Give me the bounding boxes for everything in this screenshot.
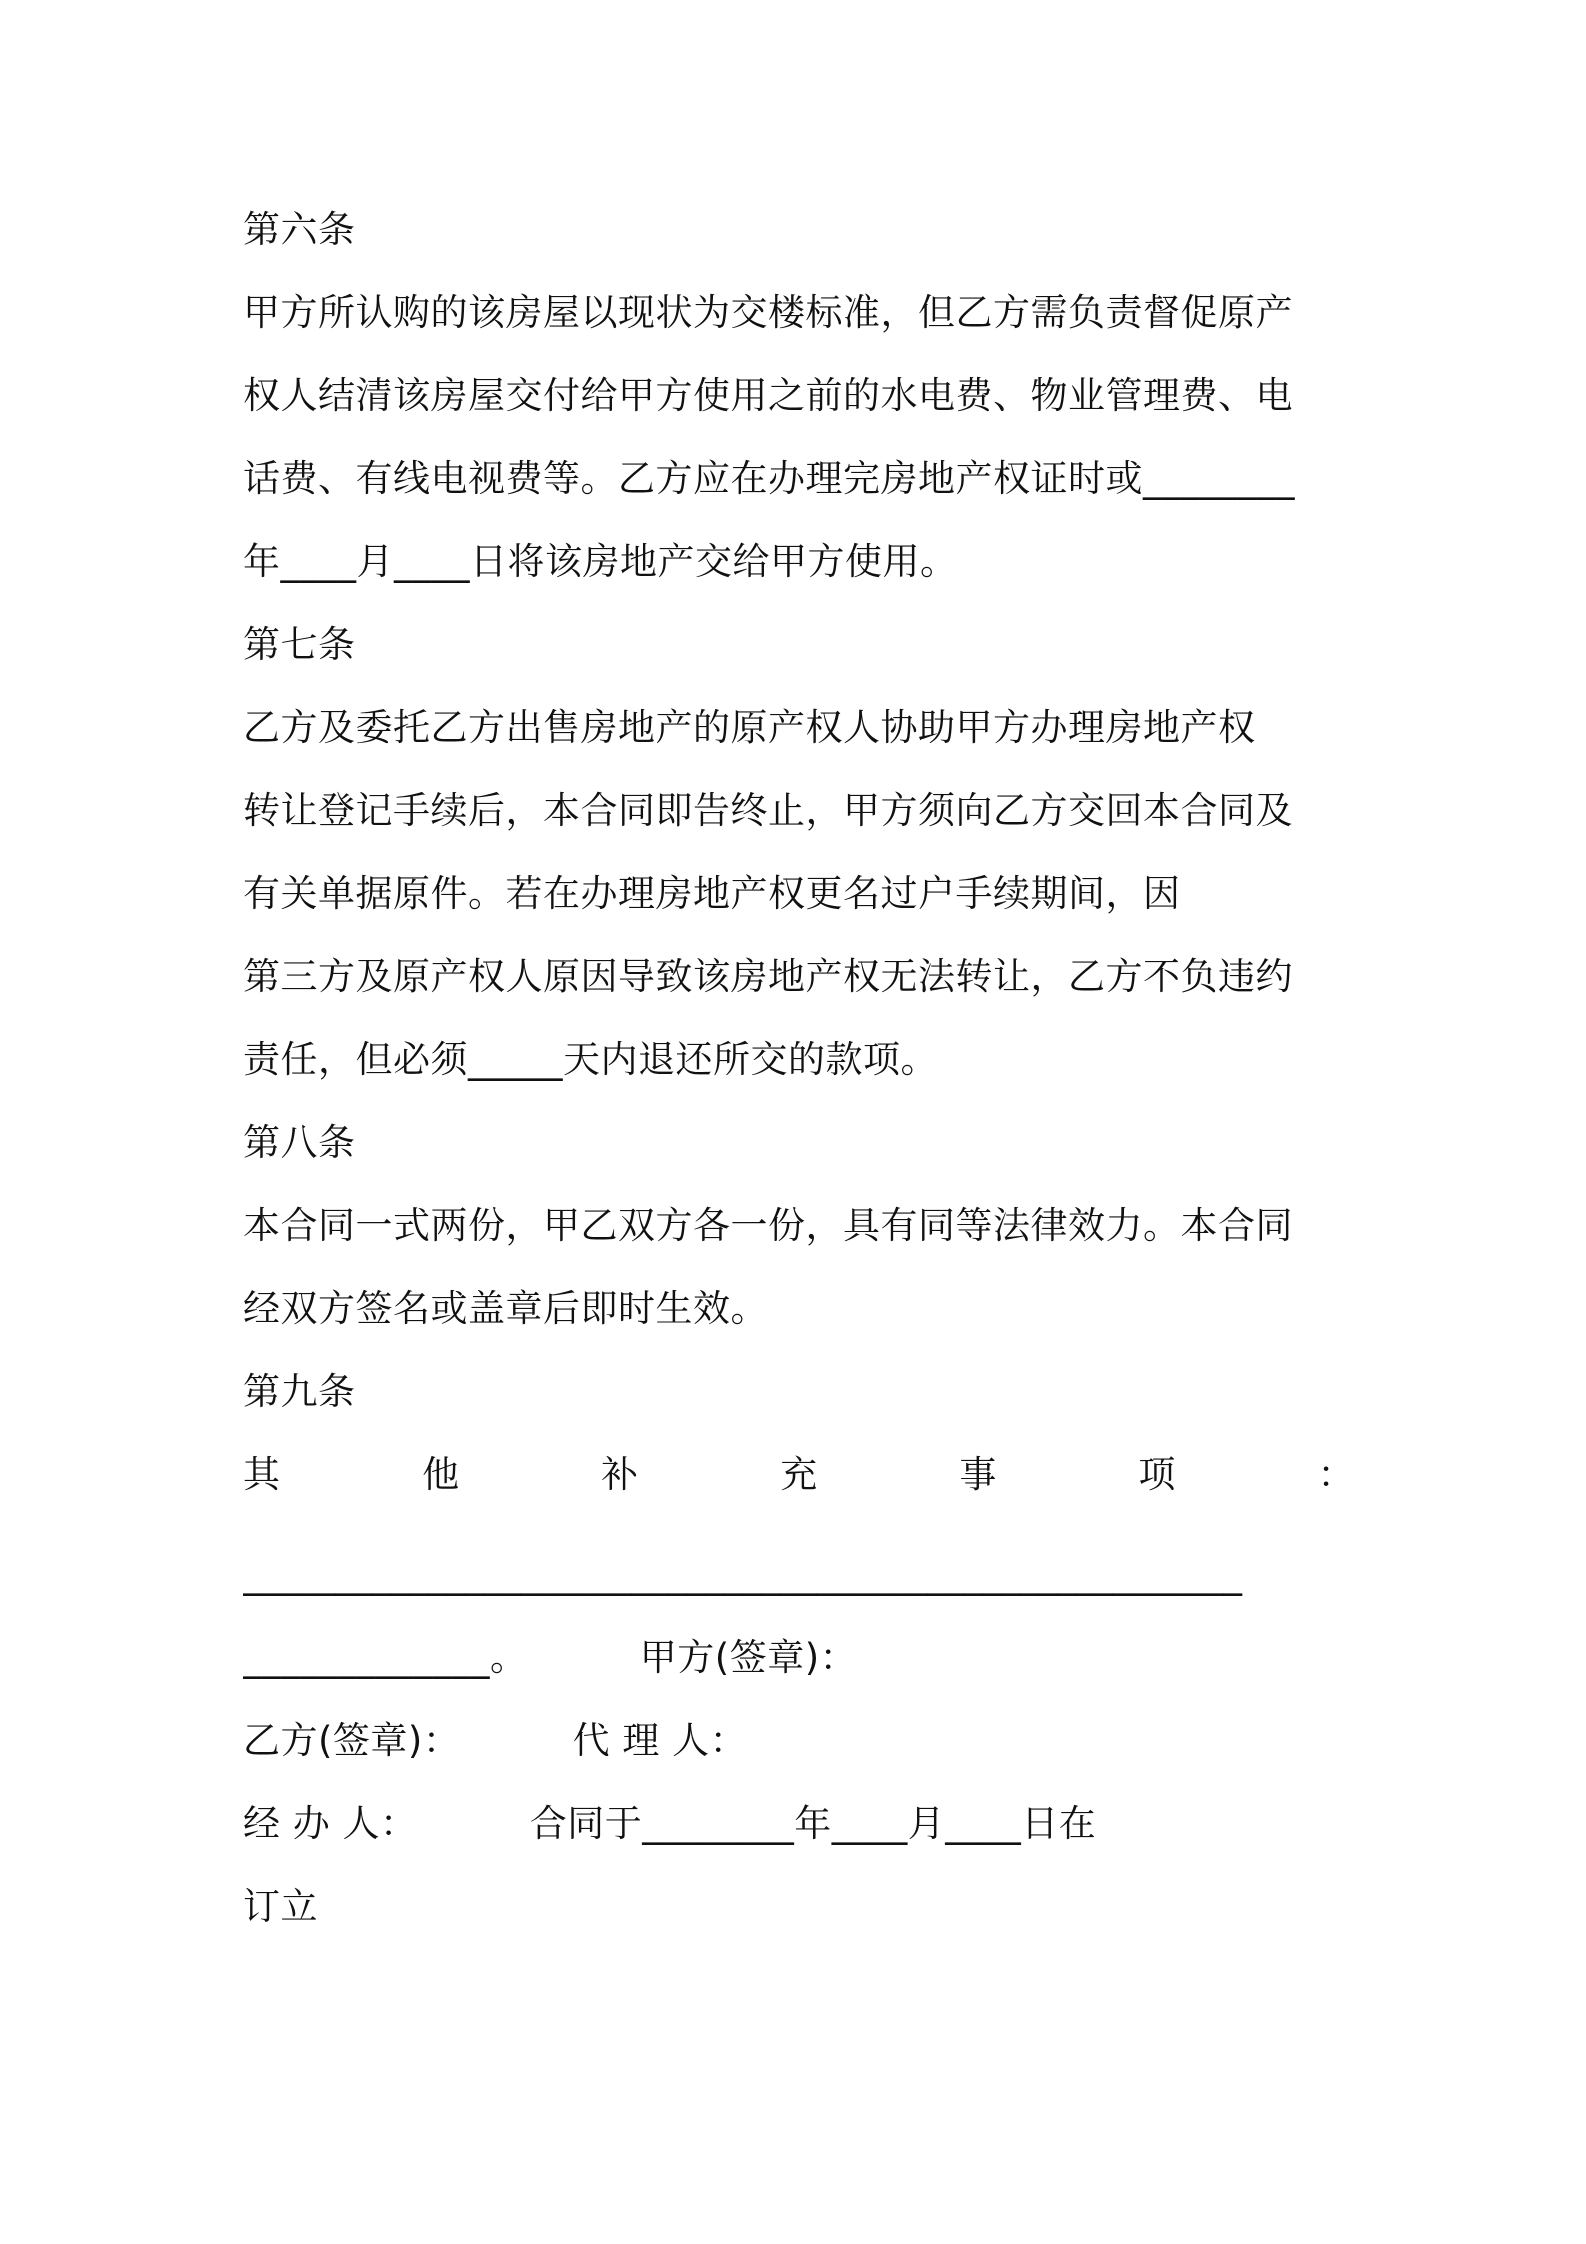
supplementary-blank-line: ______________________________________________________ — [243, 1553, 1242, 1596]
article-7-line-4: 第三方及原产权人原因导致该房地产权无法转让，乙方不负违约 — [243, 955, 1293, 998]
article-7-heading: 第七条 — [243, 623, 356, 666]
party-a-row — [243, 1628, 1355, 1688]
spread-char: ： — [1317, 1453, 1355, 1496]
supplementary-blank-end: _____________。 — [243, 1636, 528, 1679]
article-6-heading: 第六条 — [243, 208, 356, 251]
party-b-row — [243, 1711, 1355, 1771]
article-7-line-2: 转让登记手续后，本合同即告终止，甲方须向乙方交回本合同及 — [243, 789, 1293, 832]
article-6-line-4: 年____月____日将该房地产交给甲方使用。 — [243, 540, 958, 583]
article-6-line-3: 话费、有线电视费等。乙方应在办理完房地产权证时或________ — [243, 457, 1295, 500]
spread-char: 项 — [1138, 1453, 1176, 1496]
article-7-line-1: 乙方及委托乙方出售房地产的原产权人协助甲方办理房地产权 — [243, 706, 1256, 749]
article-8-line-2: 经双方签名或盖章后即时生效。 — [243, 1287, 768, 1330]
party-b-signature-label: 乙方(签章)： — [243, 1719, 461, 1762]
article-8-heading: 第八条 — [243, 1121, 356, 1164]
party-a-signature-label: 甲方(签章)： — [639, 1636, 858, 1679]
handler-row — [243, 1794, 1355, 1854]
article-7-line-3: 有关单据原件。若在办理房地产权更名过户手续期间，因 — [243, 872, 1181, 915]
spread-char: 补 — [601, 1453, 639, 1496]
agent-label: 代 理 人： — [572, 1719, 748, 1762]
spread-char: 事 — [959, 1453, 997, 1496]
spread-char: 其 — [243, 1453, 281, 1496]
signing-date-place: 合同于________年____月____日在 — [529, 1802, 1097, 1845]
spread-char: 充 — [780, 1453, 818, 1496]
spread-char: 他 — [422, 1453, 460, 1496]
article-7-line-5: 责任，但必须_____天内退还所交的款项。 — [243, 1038, 938, 1081]
handler-label: 经 办 人： — [243, 1802, 418, 1845]
article-9-heading: 第九条 — [243, 1370, 356, 1413]
concluded-text: 订立 — [243, 1885, 318, 1928]
article-8-line-1: 本合同一式两份，甲乙双方各一份，具有同等法律效力。本合同 — [243, 1204, 1293, 1247]
article-6-line-2: 权人结清该房屋交付给甲方使用之前的水电费、物业管理费、电 — [243, 374, 1293, 417]
article-6-line-1: 甲方所认购的该房屋以现状为交楼标准，但乙方需负责督促原产 — [243, 291, 1293, 334]
supplementary-items-label — [243, 1445, 1355, 1505]
